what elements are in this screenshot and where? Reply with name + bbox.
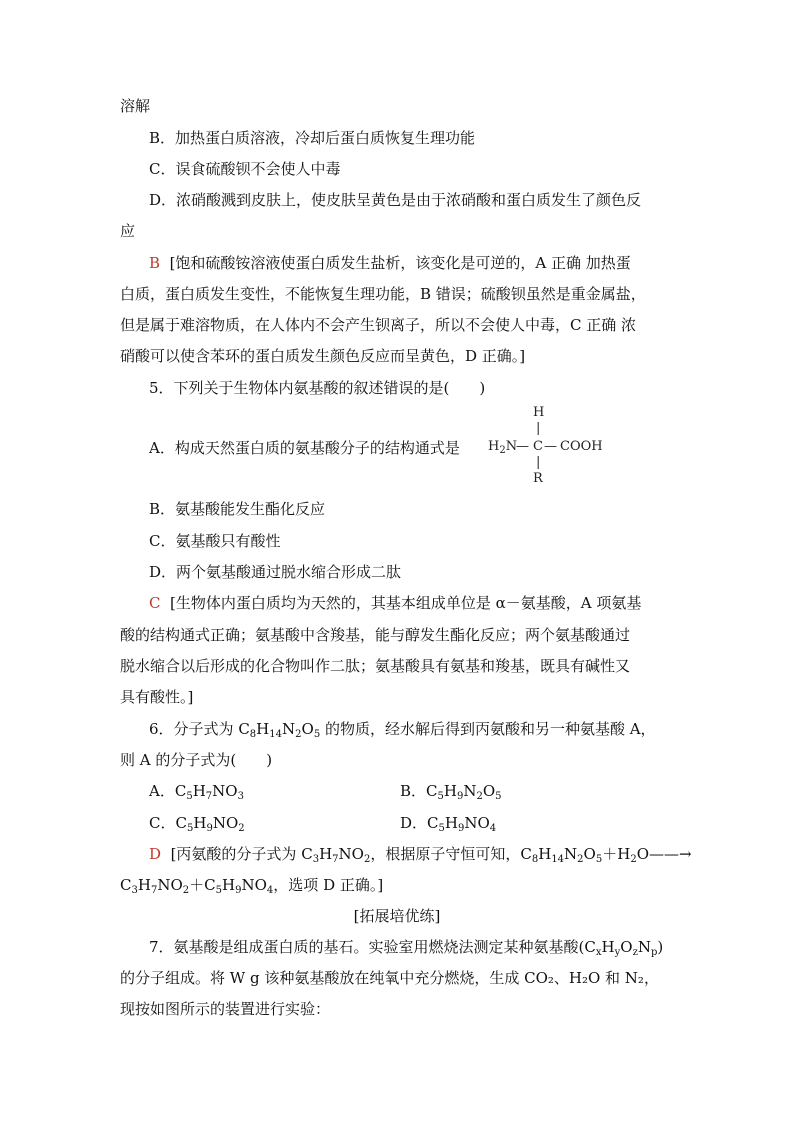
question-text: ) <box>657 938 664 956</box>
answer-text: [生物体内蛋白质均为天然的，其基本组成单位是 α－氨基酸，A 项氨基 <box>170 594 642 612</box>
answer-text: 脱水缩合以后形成的化合物叫作二肽；氨基酸具有氨基和羧基，既具有碱性又 <box>120 657 631 675</box>
formula-cxhyoznp: $C_xH_yO_zN_p$ <box>584 938 658 958</box>
answer-text: 硝酸可以使含苯环的蛋白质发生颜色反应而呈黄色，D 正确。] <box>120 347 526 365</box>
struct-bond-bottom: | <box>536 455 541 470</box>
option-d-text: D．浓硝酸溅到皮肤上，使皮肤呈黄色是由于浓硝酸和蛋白质发生了颜色反 <box>149 191 642 209</box>
answer-text: [饱和硫酸铵溶液使蛋白质发生盐析，该变化是可逆的，A 正确 加热蛋 <box>169 254 631 272</box>
struct-h: H <box>533 405 545 420</box>
answer-text: ＋ <box>189 876 205 894</box>
option-a-text: A．构成天然蛋白质的氨基酸分子的结构通式是 <box>149 439 460 457</box>
struct-r: R <box>533 471 543 486</box>
answer-text: ＋H <box>602 845 631 863</box>
question-7 <box>149 936 663 958</box>
line-text: 溶解 <box>120 97 151 115</box>
answer-letter: B <box>149 254 161 272</box>
answer-explanation: D [丙氨酸的分子式为 $C_3H_7NO_2$，根据原子守恒可知，$C_8H_{14}N_2O_5+H_2O——\to$ <box>149 845 692 865</box>
struct-nh2: $H_2N$ <box>488 439 518 456</box>
option-c-text: C．$C_5H_9NO_2$ <box>149 814 245 834</box>
answer-letter: D <box>149 845 162 863</box>
section-heading: [拓展培优练] <box>353 907 441 925</box>
answer-text: O <box>636 845 650 863</box>
answer-letter: C <box>149 594 161 612</box>
answer-text: 具有酸性。] <box>120 688 194 706</box>
formula-c3h7no2: $C_3H_7NO_2$ <box>301 845 371 865</box>
answer-text: ，根据原子守恒可知， <box>370 845 521 863</box>
amino-acid-structure <box>480 405 610 485</box>
answer-text: ，选项 D 正确。] <box>273 876 384 894</box>
option-b-text: B．氨基酸能发生酯化反应 <box>149 500 326 518</box>
struct-cooh: COOH <box>560 439 603 454</box>
question-5: 5．下列关于生物体内氨基酸的叙述错误的是( ) <box>149 379 486 397</box>
option-a-text: A．$C_5H_7NO_3$ <box>149 782 244 802</box>
question-text: 7．氨基酸是组成蛋白质的基石。实验室用燃烧法测定某种氨基酸( <box>149 938 585 956</box>
question-text: 的分子组成。将 W g 该种氨基酸放在纯氧中充分燃烧，生成 CO₂、H₂O 和 N₂， <box>120 969 659 987</box>
reaction-arrow: ——→ <box>649 845 692 863</box>
formula-c3h7no2: $C_3H_7NO_2$ <box>120 876 190 896</box>
formula-c8h14n2o5: $C_8H_{14}N_2O_5$ <box>520 845 603 865</box>
struct-bond-right: — <box>544 439 557 454</box>
question-text: 则 A 的分子式为( ) <box>120 751 273 769</box>
option-c-text: C．误食硫酸钡不会使人中毒 <box>149 160 341 178</box>
option-c-text: C．氨基酸只有酸性 <box>149 532 281 550</box>
struct-bond-left: — <box>516 439 529 454</box>
answer-text: 酸的结构通式正确；氨基酸中含羧基，能与醇发生酯化反应；两个氨基酸通过 <box>120 626 631 644</box>
question-text: 6．分子式为 <box>149 720 239 738</box>
struct-bond-top: | <box>536 421 541 436</box>
question-text: 的物质，经水解后得到丙氨酸和另一种氨基酸 A， <box>320 720 656 738</box>
answer-text: 白质，蛋白质发生变性，不能恢复生理功能，B 错误；硫酸钡虽然是重金属盐， <box>120 285 646 303</box>
struct-c: C <box>533 439 543 454</box>
option-b-text: B．$C_5H_9N_2O_5$ <box>400 782 502 802</box>
line-text: 应 <box>120 222 136 240</box>
option-d-text: D．两个氨基酸通过脱水缩合形成二肽 <box>149 563 402 581</box>
question-6 <box>149 718 656 740</box>
formula-c5h9no4: $C_5H_9NO_4$ <box>204 876 274 896</box>
option-b-text: B．加热蛋白质溶液，冷却后蛋白质恢复生理功能 <box>149 129 476 147</box>
answer-text: 但是属于难溶物质，在人体内不会产生钡离子，所以不会使人中毒，C 正确 浓 <box>120 316 637 334</box>
answer-explanation <box>149 252 631 274</box>
answer-text: [丙氨酸的分子式为 <box>170 845 302 863</box>
answer-text-line <box>120 874 383 896</box>
answer-explanation <box>149 592 641 614</box>
option-d-text: D．$C_5H_9NO_4$ <box>400 814 497 834</box>
question-text: 现按如图所示的装置进行实验： <box>120 1000 331 1018</box>
formula-c8h14n2o5: $C_8H_{14}N_2O_5$ <box>238 720 321 740</box>
